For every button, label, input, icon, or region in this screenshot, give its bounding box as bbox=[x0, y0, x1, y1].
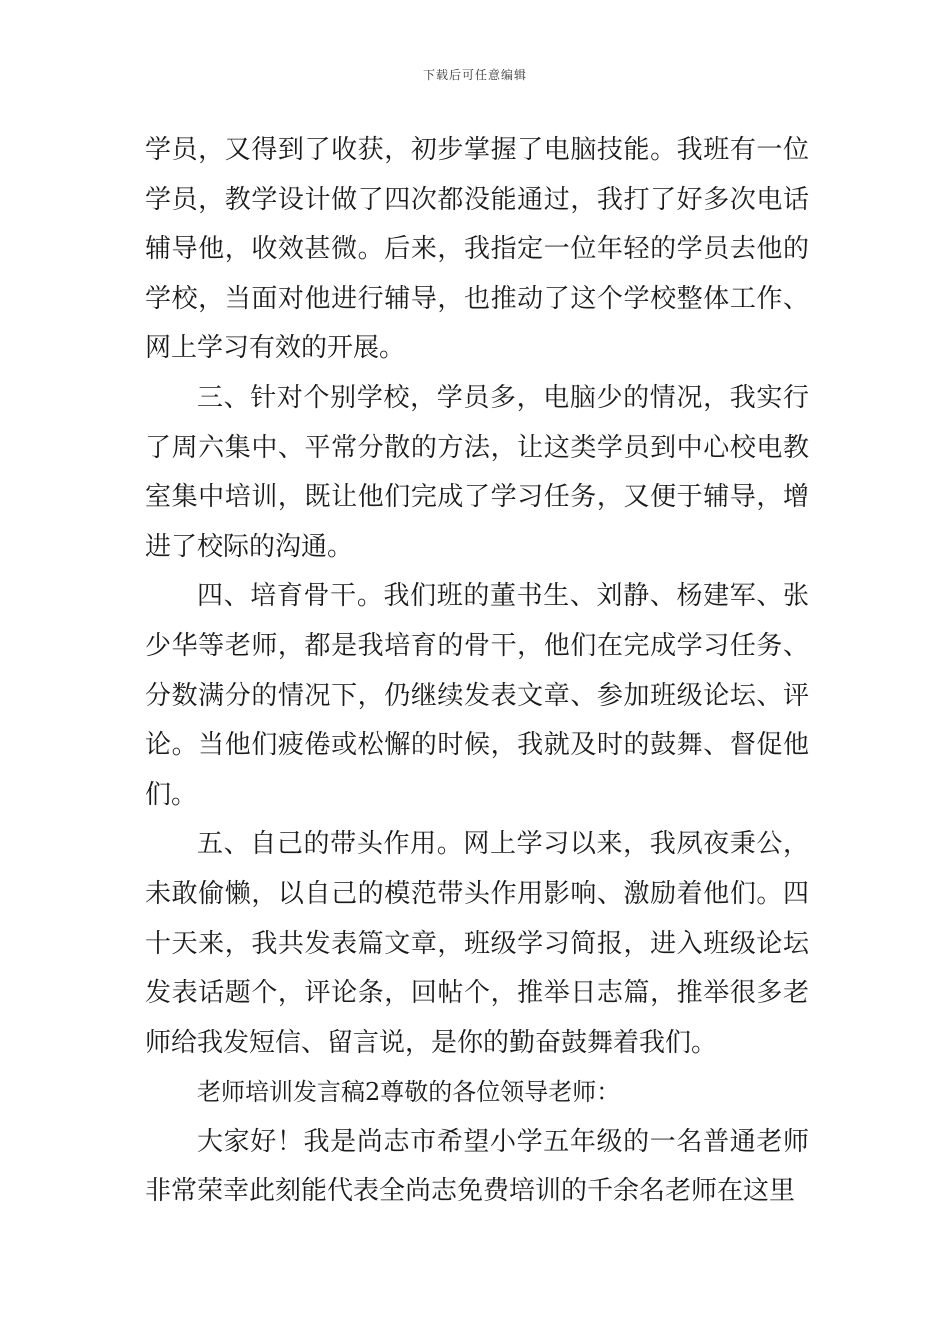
document-body bbox=[145, 126, 809, 1217]
paragraph-3: 四、培育骨干。我们班的董书生、刘静、杨建军、张少华等老师，都是我培育的骨干，他们在完成学习任务、分数满分的情况下，仍继续发表文章、参加班级论坛、评论。当他们疲倦或松懈的时候，我就及时的鼓舞、督促他们。 bbox=[145, 581, 809, 810]
paragraph-2: 三、针对个别学校，学员多，电脑少的情况，我实行了周六集中、平常分散的方法，让这类学员到中心校电教室集中培训，既让他们完成了学习任务，又便于辅导，增进了校际的沟通。 bbox=[145, 382, 809, 562]
page-header: 下载后可任意编辑 bbox=[422, 68, 527, 82]
paragraph-5: 老师培训发言稿2尊敬的各位领导老师： bbox=[197, 1078, 621, 1107]
paragraph-1: 学员，又得到了收获，初步掌握了电脑技能。我班有一位学员，教学设计做了四次都没能通过，我打了好多次电话辅导他，收效甚微。后来，我指定一位年轻的学员去他的学校，当面对他进行辅导，也推动了这个学校整体工作、网上学习有效的开展。 bbox=[145, 135, 809, 364]
paragraph-4: 五、自己的带头作用。网上学习以来，我夙夜秉公，未敢偷懒，以自己的模范带头作用影响、激励着他们。四十天来，我共发表篇文章，班级学习简报，进入班级论坛发表话题个，评论条，回帖个，推举日志篇，推举很多老师给我发短信、留言说，是你的勤奋鼓舞着我们。 bbox=[145, 829, 809, 1058]
paragraph-6: 大家好！我是尚志市希望小学五年级的一名普通老师非常荣幸此刻能代表全尚志免费培训的千余名老师在这里 bbox=[145, 1126, 809, 1207]
